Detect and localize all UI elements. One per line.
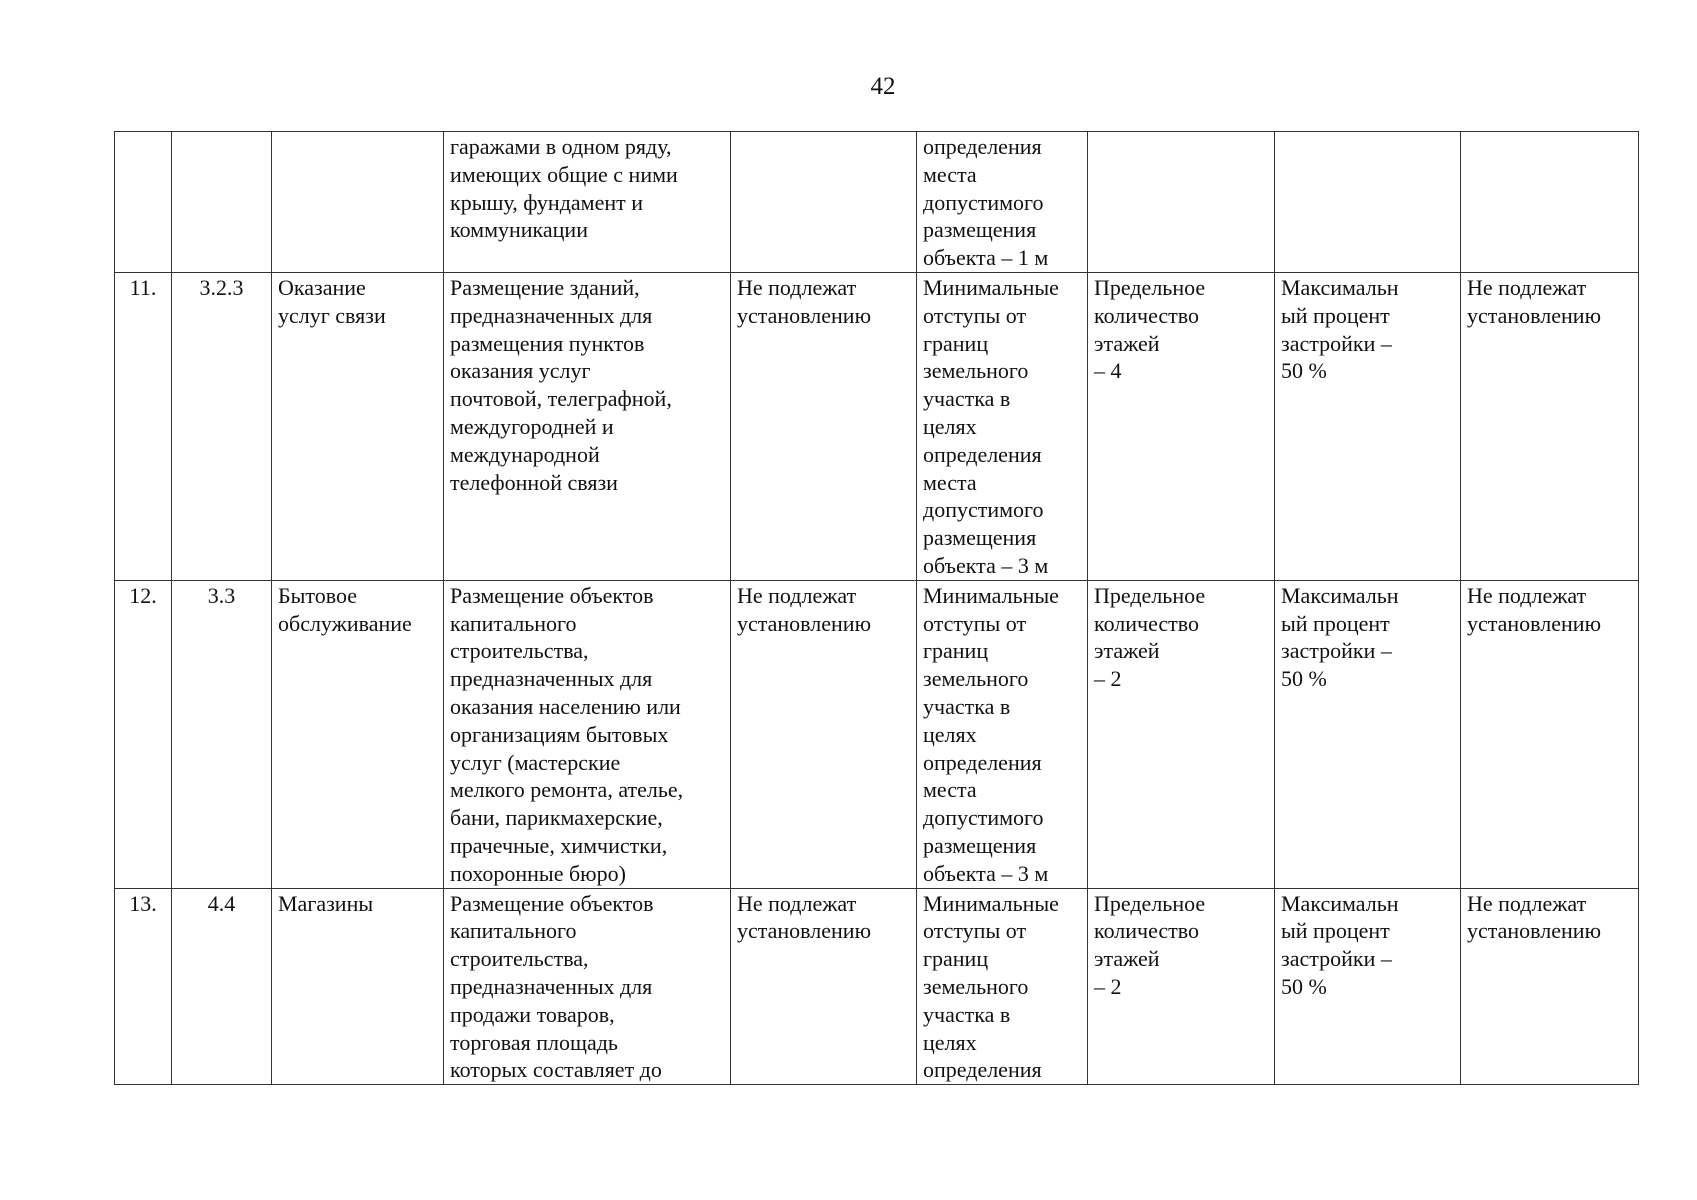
cell-text-line: почтовой, телеграфной,: [450, 386, 672, 412]
cell-text-line: Минимальные: [923, 890, 1059, 916]
cell-text-line: услуг (мастерские: [450, 749, 621, 775]
cell-text-line: Размещение зданий,: [450, 274, 640, 300]
cell-text-line: Магазины: [278, 890, 374, 916]
cell-text-line: земельного: [923, 973, 1029, 999]
plot-area-cell: [731, 580, 917, 888]
cell-text-line: услуг связи: [278, 302, 386, 328]
cell-text-line: места: [923, 777, 977, 803]
other-params-cell: [1461, 888, 1639, 1085]
cell-text-line: места: [923, 161, 977, 187]
other-params-cell: [1461, 580, 1639, 888]
use-description-cell: [444, 272, 731, 580]
coverage-cell: [1275, 272, 1461, 580]
cell-text-line: размещения: [923, 217, 1037, 243]
use-name-cell: [272, 272, 444, 580]
cell-text-line: 50 %: [1281, 358, 1327, 384]
use-name-cell: [272, 132, 444, 273]
other-params-cell: [1461, 132, 1639, 273]
cell-text-line: ый процент: [1281, 918, 1390, 944]
cell-text-line: земельного: [923, 358, 1029, 384]
cell-text-line: предназначенных для: [450, 973, 653, 999]
cell-text-line: ый процент: [1281, 610, 1390, 636]
cell-text-line: участка в: [923, 1001, 1011, 1027]
cell-text-line: этажей: [1094, 330, 1160, 356]
cell-text-line: междугородней и: [450, 413, 614, 439]
table-row: [115, 132, 1639, 273]
cell-text-line: Размещение объектов: [450, 582, 654, 608]
cell-text-line: этажей: [1094, 946, 1160, 972]
cell-text-line: международной: [450, 441, 600, 467]
plot-area-cell: [731, 272, 917, 580]
cell-text-line: – 2: [1094, 973, 1122, 999]
cell-text-line: 50 %: [1281, 973, 1327, 999]
cell-text-line: ый процент: [1281, 302, 1390, 328]
use-code-cell: [172, 132, 272, 273]
cell-text-line: Минимальные: [923, 274, 1059, 300]
use-description-cell: [444, 580, 731, 888]
cell-text-line: крышу, фундамент и: [450, 189, 643, 215]
cell-text-line: имеющих общие с ними: [450, 161, 678, 187]
cell-text-line: капитального: [450, 918, 577, 944]
cell-text-line: застройки –: [1281, 638, 1392, 664]
cell-text-line: застройки –: [1281, 946, 1392, 972]
cell-text-line: Максимальн: [1281, 582, 1399, 608]
use-description-cell: [444, 132, 731, 273]
cell-text-line: Максимальн: [1281, 890, 1399, 916]
cell-text: 12.: [129, 582, 157, 608]
cell-text-line: участка в: [923, 386, 1011, 412]
cell-text-line: Оказание: [278, 274, 366, 300]
cell-text-line: количество: [1094, 610, 1200, 636]
cell-text-line: границ: [923, 946, 989, 972]
cell-text-line: количество: [1094, 302, 1200, 328]
cell-text-line: установлению: [1467, 610, 1602, 636]
cell-text-line: – 2: [1094, 666, 1122, 692]
cell-text-line: торговая площадь: [450, 1029, 618, 1055]
cell-text-line: коммуникации: [450, 217, 588, 243]
cell-text-line: допустимого: [923, 497, 1044, 523]
setbacks-cell: [917, 132, 1088, 273]
other-params-cell: [1461, 272, 1639, 580]
cell-text-line: границ: [923, 638, 989, 664]
cell-text-line: Не подлежат: [737, 582, 857, 608]
coverage-cell: [1275, 132, 1461, 273]
row-number-cell: [115, 272, 172, 580]
setbacks-cell: [917, 888, 1088, 1085]
cell-text-line: предназначенных для: [450, 302, 653, 328]
cell-text-line: целях: [923, 413, 977, 439]
cell-text-line: определения: [923, 441, 1042, 467]
table-row: [115, 580, 1639, 888]
cell-text-line: целях: [923, 1029, 977, 1055]
plot-area-cell: [731, 132, 917, 273]
floors-limit-cell: [1088, 132, 1275, 273]
cell-text-line: определения: [923, 1057, 1042, 1083]
use-name-cell: [272, 580, 444, 888]
cell-text: 3.2.3: [199, 274, 244, 300]
cell-text-line: обслуживание: [278, 610, 412, 636]
cell-text-line: установлению: [737, 918, 872, 944]
page-number: 42: [870, 73, 896, 100]
cell-text-line: объекта – 1 м: [923, 245, 1049, 271]
cell-text-line: которых составляет до: [450, 1057, 662, 1083]
cell-text-line: объекта – 3 м: [923, 860, 1049, 886]
cell-text-line: Не подлежат: [1467, 890, 1587, 916]
cell-text-line: размещения пунктов: [450, 330, 645, 356]
cell-text-line: Не подлежат: [1467, 582, 1587, 608]
cell-text-line: организациям бытовых: [450, 721, 669, 747]
cell-text-line: капитального: [450, 610, 577, 636]
cell-text: 11.: [129, 274, 157, 300]
cell-text: 4.4: [207, 890, 236, 916]
cell-text-line: определения: [923, 134, 1042, 159]
cell-text-line: Максимальн: [1281, 274, 1399, 300]
cell-text-line: целях: [923, 721, 977, 747]
cell-text-line: Не подлежат: [1467, 274, 1587, 300]
cell-text-line: Не подлежат: [737, 274, 857, 300]
cell-text-line: отступы от: [923, 610, 1027, 636]
setbacks-cell: [917, 580, 1088, 888]
cell-text-line: похоронные бюро): [450, 860, 626, 886]
cell-text-line: отступы от: [923, 918, 1027, 944]
cell-text: 3.3: [207, 582, 236, 608]
cell-text-line: строительства,: [450, 946, 589, 972]
floors-limit-cell: [1088, 272, 1275, 580]
cell-text-line: количество: [1094, 918, 1200, 944]
use-code-cell: [172, 580, 272, 888]
table-row: [115, 888, 1639, 1085]
cell-text-line: предназначенных для: [450, 666, 653, 692]
cell-text-line: Предельное: [1094, 274, 1206, 300]
cell-text-line: Предельное: [1094, 582, 1206, 608]
cell-text-line: Бытовое: [278, 582, 358, 608]
cell-text-line: застройки –: [1281, 330, 1392, 356]
row-number-cell: [115, 888, 172, 1085]
setbacks-cell: [917, 272, 1088, 580]
cell-text-line: – 4: [1094, 358, 1122, 384]
coverage-cell: [1275, 888, 1461, 1085]
row-number-cell: [115, 580, 172, 888]
cell-text-line: границ: [923, 330, 989, 356]
cell-text-line: прачечные, химчистки,: [450, 832, 668, 858]
cell-text-line: участка в: [923, 693, 1011, 719]
cell-text-line: допустимого: [923, 805, 1044, 831]
use-code-cell: [172, 272, 272, 580]
plot-area-cell: [731, 888, 917, 1085]
cell-text-line: мелкого ремонта, ателье,: [450, 777, 684, 803]
cell-text-line: объекта – 3 м: [923, 552, 1049, 578]
cell-text-line: места: [923, 469, 977, 495]
cell-text-line: оказания услуг: [450, 358, 591, 384]
cell-text-line: отступы от: [923, 302, 1027, 328]
cell-text-line: установлению: [737, 302, 872, 328]
cell-text-line: установлению: [1467, 302, 1602, 328]
floors-limit-cell: [1088, 888, 1275, 1085]
row-number-cell: [115, 132, 172, 273]
coverage-cell: [1275, 580, 1461, 888]
cell-text-line: размещения: [923, 525, 1037, 551]
cell-text-line: продажи товаров,: [450, 1001, 615, 1027]
cell-text-line: установлению: [737, 610, 872, 636]
cell-text-line: земельного: [923, 666, 1029, 692]
use-name-cell: [272, 888, 444, 1085]
cell-text-line: 50 %: [1281, 666, 1327, 692]
cell-text-line: Не подлежат: [737, 890, 857, 916]
use-description-cell: [444, 888, 731, 1085]
cell-text: 13.: [129, 890, 157, 916]
cell-text-line: оказания населению или: [450, 693, 681, 719]
cell-text-line: установлению: [1467, 918, 1602, 944]
zoning-regulations-table: [114, 131, 1639, 1085]
cell-text-line: определения: [923, 749, 1042, 775]
cell-text-line: строительства,: [450, 638, 589, 664]
cell-text-line: допустимого: [923, 189, 1044, 215]
cell-text-line: бани, парикмахерские,: [450, 805, 663, 831]
cell-text-line: размещения: [923, 832, 1037, 858]
cell-text-line: Предельное: [1094, 890, 1206, 916]
cell-text-line: этажей: [1094, 638, 1160, 664]
cell-text-line: Минимальные: [923, 582, 1059, 608]
cell-text-line: гаражами в одном ряду,: [450, 134, 672, 159]
table-row: [115, 272, 1639, 580]
floors-limit-cell: [1088, 580, 1275, 888]
cell-text-line: телефонной связи: [450, 469, 618, 495]
cell-text-line: Размещение объектов: [450, 890, 654, 916]
use-code-cell: [172, 888, 272, 1085]
